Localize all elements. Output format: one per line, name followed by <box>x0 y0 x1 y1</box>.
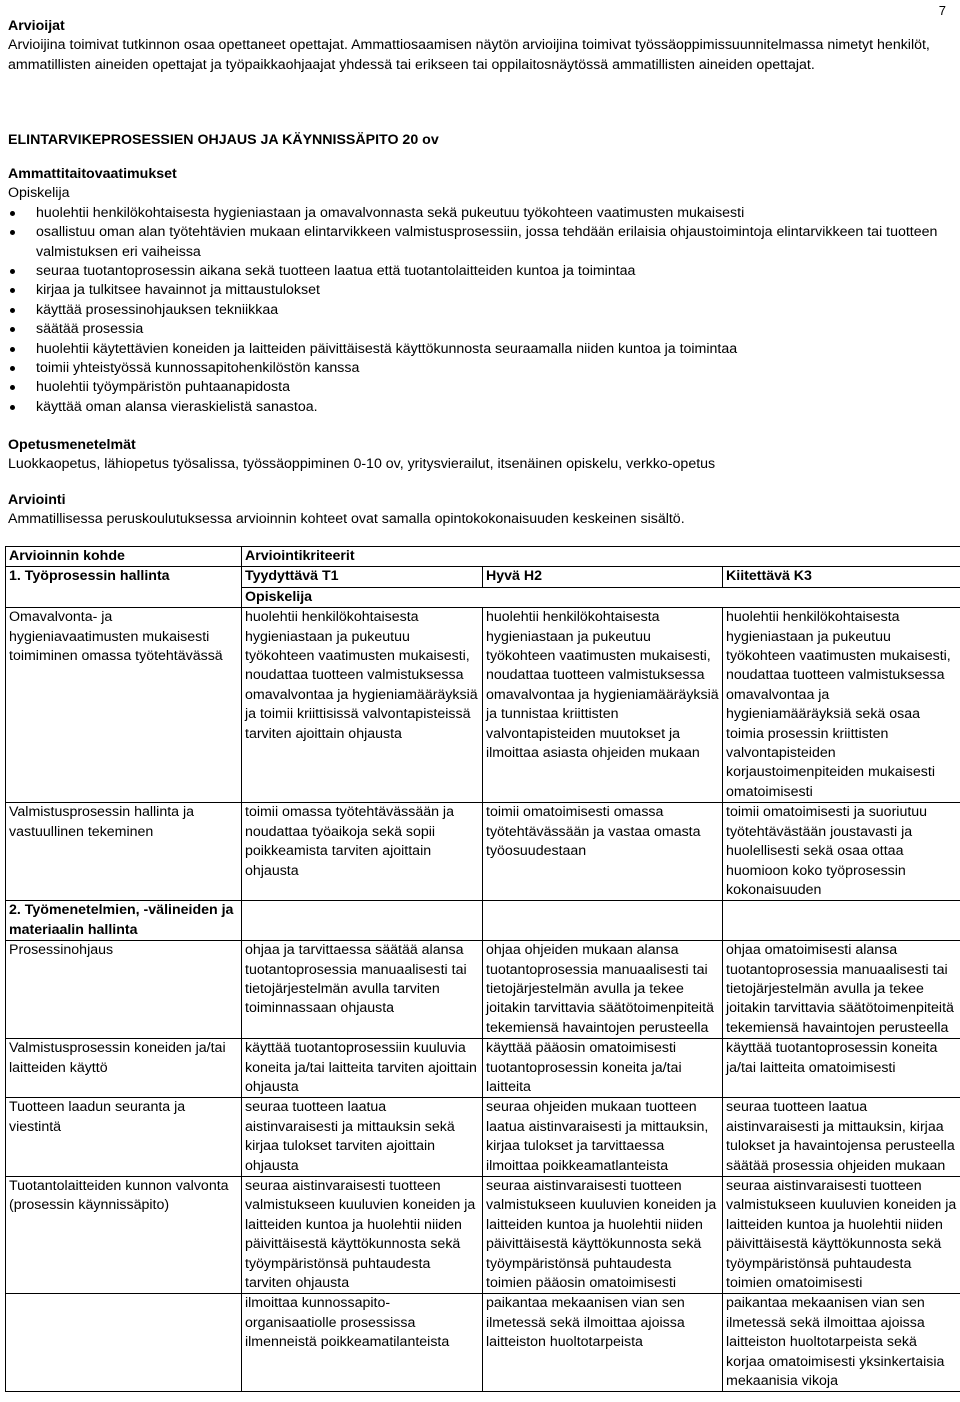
methods-section <box>8 436 948 475</box>
criteria-subject: Opiskelija <box>242 587 960 607</box>
table-row <box>6 608 960 803</box>
page-number: 7 <box>938 3 946 18</box>
table-cell: toimii omassa työtehtävässään ja noudattaa työaikoja sekä sopii poikkeamista tarviten ajoittain ohjausta <box>242 803 483 901</box>
header-criteria: Arviointikriteerit <box>242 547 960 567</box>
table-cell: ohjaa omatoimisesti alansa tuotantoprosessia manuaalisesti tai tietojärjestelmän avulla ja tekee joitakin tarvittavia säätötoimenpiteitä tekemiensä havaintojen perusteella <box>723 941 960 1039</box>
header-target: Arvioinnin kohde <box>6 547 242 567</box>
list-item: osallistuu oman alan työtehtävien mukaan elintarvikkeen valmistusprosessiin, jossa tehdään erilaisia ohjaustoimintoja elintarvikkeen tai tuotteen valmistuksen eri vaiheissa <box>8 223 948 262</box>
list-item: seuraa tuotantoprosessin aikana sekä tuotteen laatua että tuotantolaitteiden kuntoa ja toimintaa <box>8 262 948 281</box>
table-row <box>6 567 960 587</box>
table-cell: seuraa aistinvaraisesti tuotteen valmistukseen kuuluvien koneiden ja laitteiden kuntoa ja huolehtii niiden päivittäisestä käyttökunnosta sekä työympäristönsä puhtaudesta toimien pääosin omatoimisesti <box>483 1177 723 1294</box>
table-row <box>6 1294 960 1392</box>
table-cell: paikantaa mekaanisen vian sen ilmetessä sekä ilmoittaa ajoissa laitteiston huoltotarpeista sekä korjaa omatoimisesti yksinkertaisia mekaanisia vikoja <box>723 1294 960 1392</box>
table-cell: käyttää tuotantoprosessin koneita ja/tai laitteita omatoimisesti <box>723 1039 960 1098</box>
group-title: 2. Työmenetelmien, -välineiden ja materiaalin hallinta <box>6 901 242 941</box>
table-row <box>6 1177 960 1294</box>
list-item: toimii yhteistyössä kunnossapitohenkilöstön kanssa <box>8 359 948 378</box>
grade-k3: Kiitettävä K3 <box>723 567 960 587</box>
table-cell: toimii omatoimisesti omassa työtehtävässään ja vastaa omasta työosuudestaan <box>483 803 723 901</box>
table-cell: Valmistusprosessin hallinta ja vastuullinen tekeminen <box>6 803 242 901</box>
table-cell: seuraa aistinvaraisesti tuotteen valmistukseen kuuluvien koneiden ja laitteiden kuntoa ja huolehtii niiden päivittäisestä käyttökunnosta sekä työympäristönsä puhtaudesta tarviten ohjausta <box>242 1177 483 1294</box>
table-cell: seuraa tuotteen laatua aistinvaraisesti ja mittauksin, kirjaa tulokset ja havaintojensa perusteella säätää prosessia ohjeiden mukaan <box>723 1098 960 1177</box>
table-cell: käyttää tuotantoprosessiin kuuluvia koneita ja/tai laitteita tarviten ajoittain ohjausta <box>242 1039 483 1098</box>
list-item: kirjaa ja tulkitsee havainnot ja mittaustulokset <box>8 281 948 300</box>
assessment-text: Ammatillisessa peruskoulutuksessa arvioinnin kohteet ovat samalla opintokokonaisuuden keskeinen sisältö. <box>8 511 685 528</box>
list-item: huolehtii käytettävien koneiden ja laitteiden päivittäisestä käyttökunnosta seuraamalla niiden kuntoa ja toimintaa <box>8 340 948 359</box>
table-cell: huolehtii henkilökohtaisesta hygieniastaan ja pukeutuu työkohteen vaatimusten mukaisesti, noudattaa tuotteen valmistuksessa omavalvontaa ja hygieniamääräyksiä ja toimii kriittisissä valvontapisteissä tarviten ajoittain ohjausta <box>242 608 483 803</box>
table-row <box>6 803 960 901</box>
table-cell: huolehtii henkilökohtaisesta hygieniastaan ja pukeutuu työkohteen vaatimusten mukaisesti, noudattaa tuotteen valmistuksessa omavalvontaa ja hygieniamääräyksiä ja tunnistaa kriittisten valvontapisteiden muutokset ja ilmoittaa asiasta ohjeiden mukaan <box>483 608 723 803</box>
table-cell: paikantaa mekaanisen vian sen ilmetessä sekä ilmoittaa ajoissa laitteiston huoltotarpeista <box>483 1294 723 1392</box>
requirements-subject: Opiskelija <box>8 185 70 202</box>
table-cell: ohjaa ohjeiden mukaan alansa tuotantoprosessia manuaalisesti tai tietojärjestelmän avulla ja tekee joitakin tarvittavia säätötoimenpiteitä tekemiensä havaintojen perusteella <box>483 941 723 1039</box>
table-cell: Omavalvonta- ja hygieniavaatimusten mukaisesti toimiminen omassa työtehtävässä <box>6 608 242 803</box>
table-row <box>6 587 960 607</box>
table-cell: seuraa ohjeiden mukaan tuotteen laatua aistinvaraisesti ja mittauksin, kirjaa tulokset ja tarvittaessa ilmoittaa poikkeamatlanteista <box>483 1098 723 1177</box>
list-item: käyttää prosessinohjauksen tekniikkaa <box>8 301 948 320</box>
table-cell: seuraa aistinvaraisesti tuotteen valmistukseen kuuluvien koneiden ja laitteiden kuntoa ja huolehtii niiden päivittäisestä käyttökunnosta sekä työympäristönsä puhtaudesta toimien omatoimisesti <box>723 1177 960 1294</box>
table-cell: ohjaa ja tarvittaessa säätää alansa tuotantoprosessia manuaalisesti tai tietojärjestelmän avulla tarviten toiminnassaan ohjausta <box>242 941 483 1039</box>
list-item: säätää prosessia <box>8 320 948 339</box>
table-header-row <box>6 547 960 567</box>
list-item: huolehtii henkilökohtaisesta hygieniastaan ja omavalvonnasta sekä pukeutuu työkohteen vaatimusten mukaisesti <box>8 204 948 223</box>
table-cell: ilmoittaa kunnossapito-organisaatiolle prosessissa ilmenneistä poikkeamatilanteista <box>242 1294 483 1392</box>
methods-heading: Opetusmenetelmät <box>8 437 136 453</box>
table-cell: Tuotteen laadun seuranta ja viestintä <box>6 1098 242 1177</box>
evaluators-paragraph: Arvioijina toimivat tutkinnon osaa opettaneet opettajat. Ammattiosaamisen näytön arvioijina toimivat työssäoppimissuunnitelmassa nimetyt henkilöt, ammatillisten aineiden opettajat ja työpaikkaohjaajat yhdessä tai erikseen tai oppilaitosnäytössä ammatillisten aineiden opettajat. <box>8 37 930 73</box>
methods-text: Luokkaopetus, lähiopetus työsalissa, työssäoppiminen 0-10 ov, yritysvierailut, itsenäinen opiskelu, verkko-opetus <box>8 456 716 473</box>
list-item: huolehtii työympäristön puhtaanapidosta <box>8 378 948 397</box>
requirements-section <box>8 165 948 417</box>
assessment-heading: Arviointi <box>8 492 66 508</box>
assessment-table <box>5 546 960 1392</box>
module-title: ELINTARVIKEPROSESSIEN OHJAUS JA KÄYNNISSÄPITO 20 ov <box>8 132 439 148</box>
evaluators-heading: Arvioijat <box>8 18 65 34</box>
grade-t1: Tyydyttävä T1 <box>242 567 483 587</box>
group-title: 1. Työprosessin hallinta <box>6 567 242 587</box>
table-cell: huolehtii henkilökohtaisesta hygieniastaan ja pukeutuu työkohteen vaatimusten mukaisesti, noudattaa tuotteen valmistuksessa omavalvontaa ja hygieniamääräyksiä sekä osaa toimia prosessin kriittisten valvontapisteiden korjaustoimenpiteiden mukaisesti omatoimisesti <box>723 608 960 803</box>
table-row <box>6 1098 960 1177</box>
requirements-heading: Ammattitaitovaatimukset <box>8 166 177 182</box>
table-cell: Prosessinohjaus <box>6 941 242 1039</box>
table-cell: toimii omatoimisesti ja suoriutuu työtehtävästään joustavasti ja huolellisesti sekä osaa ottaa huomioon koko työprosessin kokonaisuuden <box>723 803 960 901</box>
table-cell <box>6 1294 242 1392</box>
table-cell: seuraa tuotteen laatua aistinvaraisesti ja mittauksin sekä kirjaa tulokset tarviten ajoittain ohjausta <box>242 1098 483 1177</box>
evaluators-section <box>8 17 943 75</box>
table-cell: Tuotantolaitteiden kunnon valvonta (prosessin käynnissäpito) <box>6 1177 242 1294</box>
requirements-list <box>8 204 948 417</box>
table-cell: Valmistusprosessin koneiden ja/tai laitteiden käyttö <box>6 1039 242 1098</box>
table-row <box>6 1039 960 1098</box>
list-item: käyttää oman alansa vieraskielistä sanastoa. <box>8 398 948 417</box>
grade-h2: Hyvä H2 <box>483 567 723 587</box>
assessment-section <box>8 491 948 530</box>
table-row <box>6 941 960 1039</box>
table-row <box>6 901 960 941</box>
table-cell: käyttää pääosin omatoimisesti tuotantoprosessin koneita ja/tai laitteita <box>483 1039 723 1098</box>
